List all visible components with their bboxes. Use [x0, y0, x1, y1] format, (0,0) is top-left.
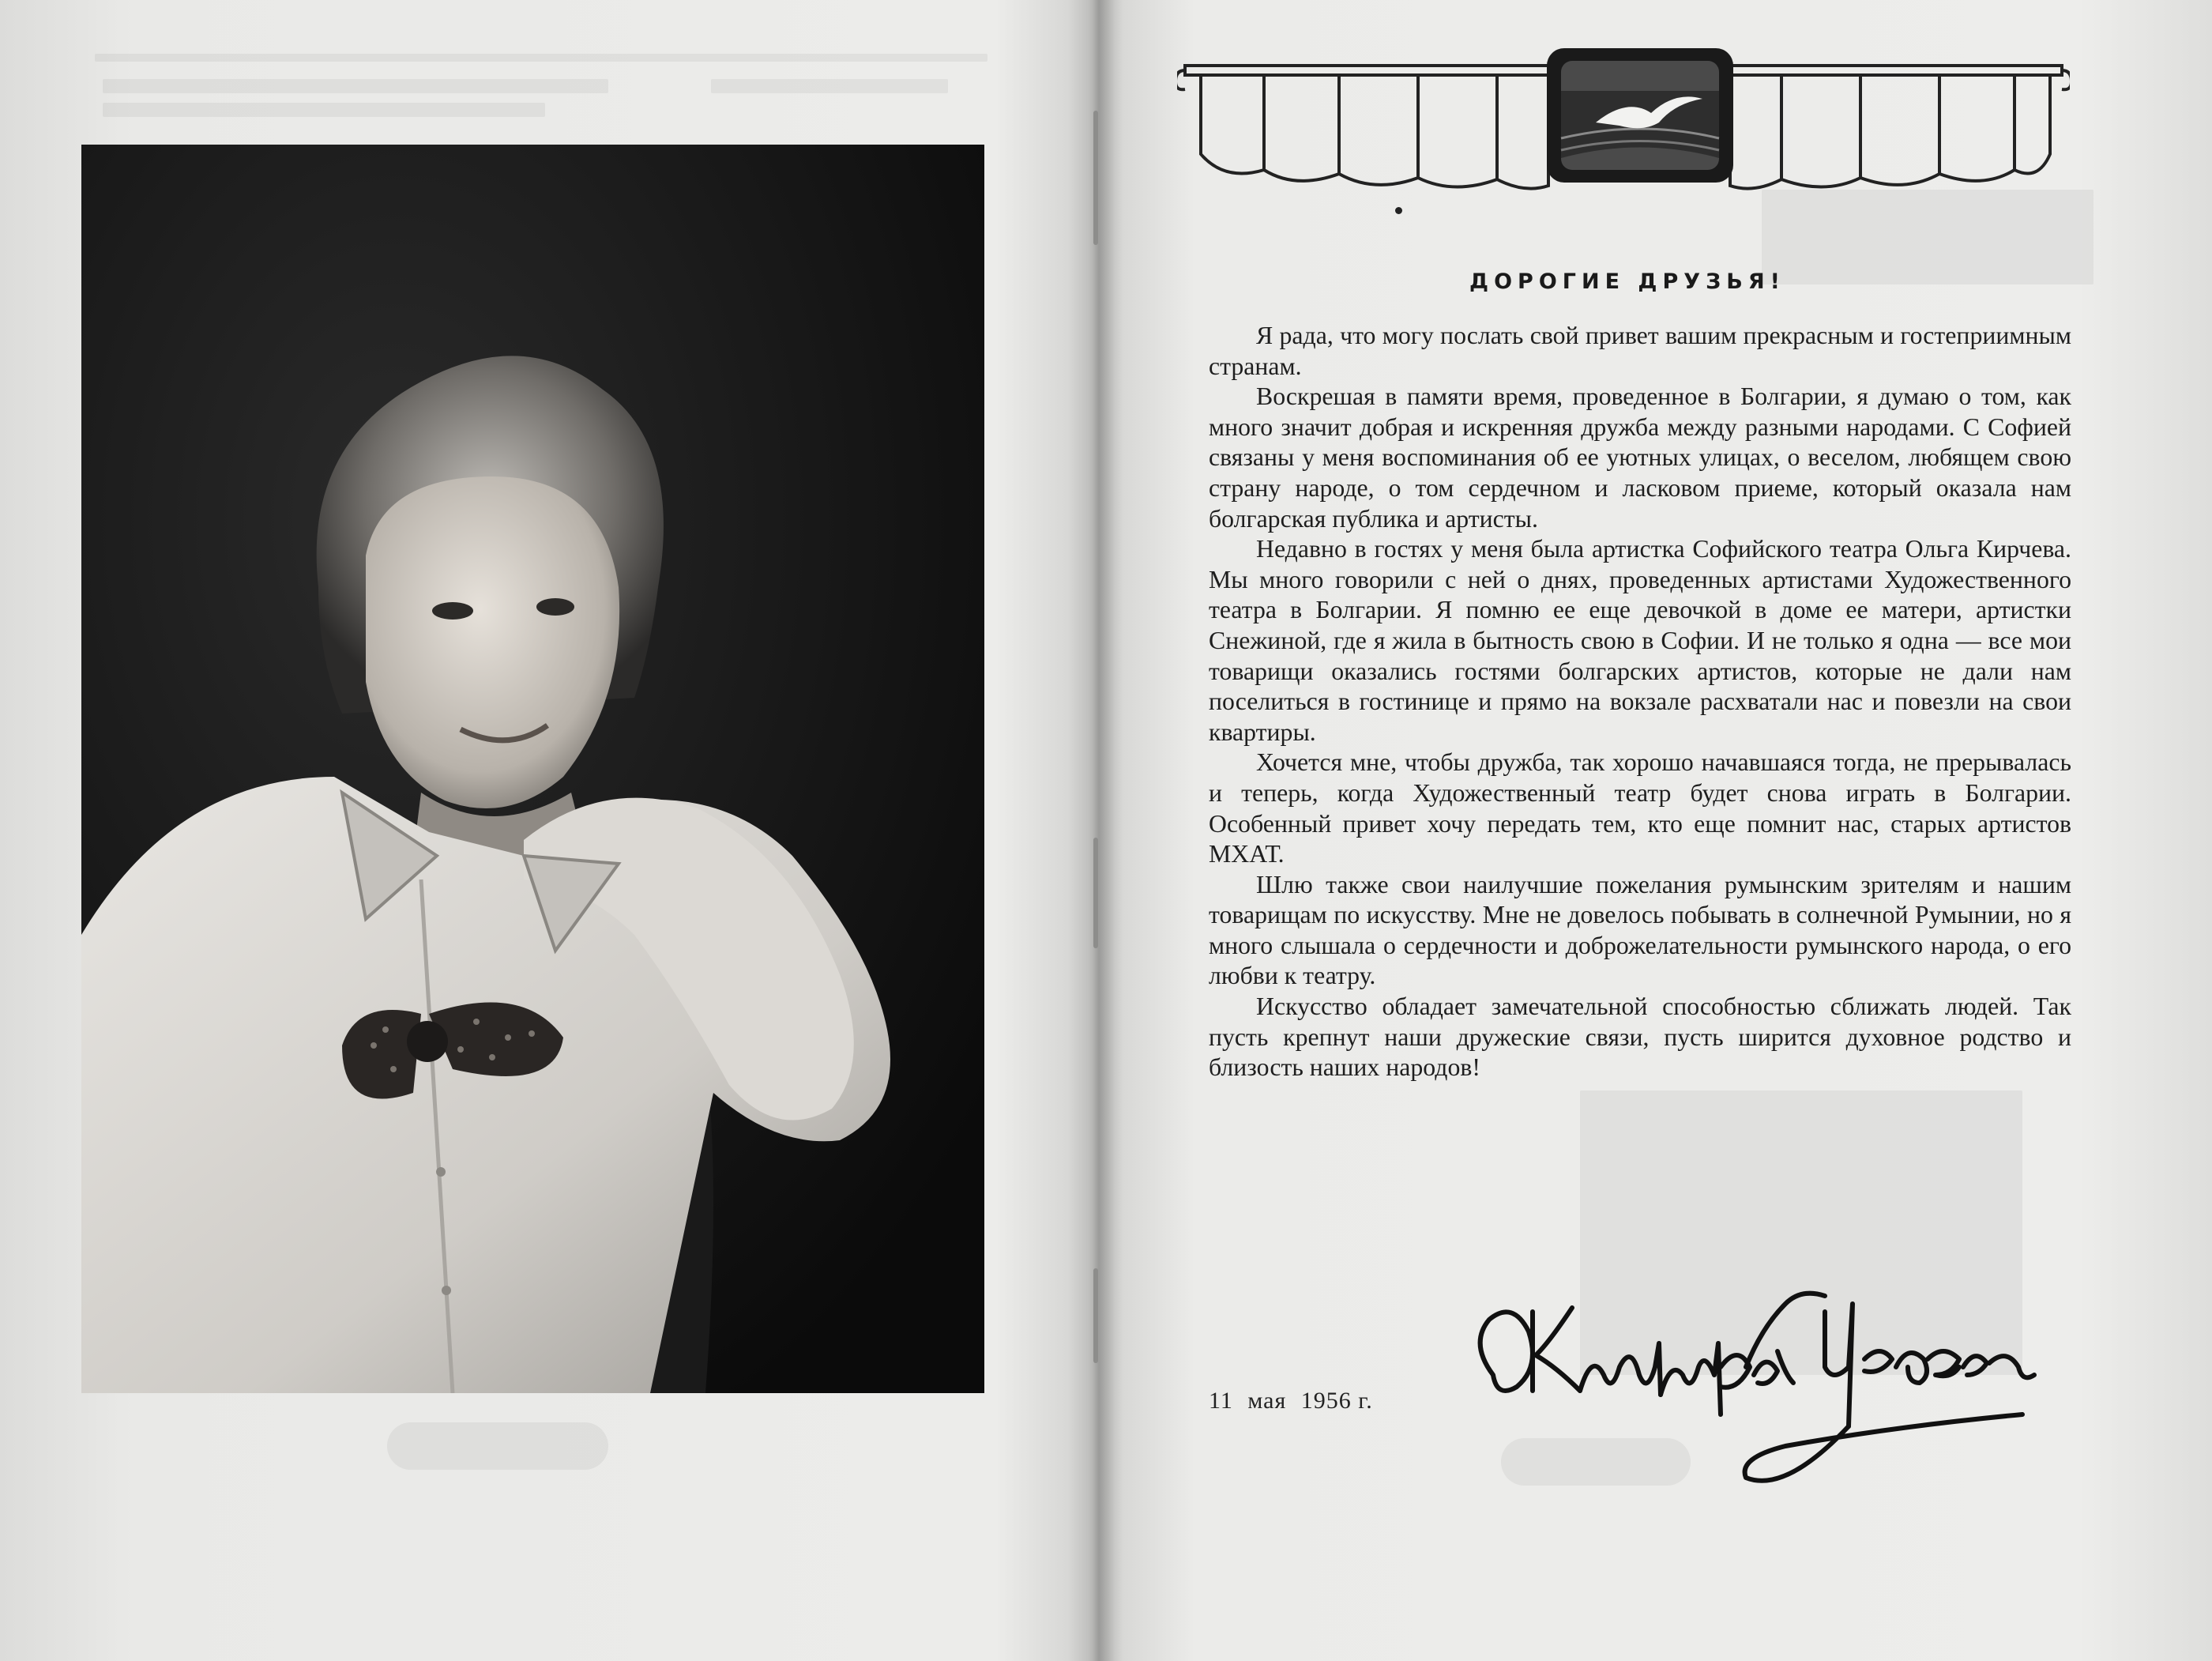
letter-paragraph: Искусство обладает замечательной способностью сближать людей. Так пусть крепнут наши дружеские связи, пусть ширится духовное родство и близость наших народов!: [1209, 992, 2071, 1082]
header-ornament: [1177, 43, 2070, 194]
bleed-through: [103, 79, 608, 93]
ink-dot: [1395, 207, 1402, 214]
binding-stitch: [1093, 1268, 1098, 1363]
handwritten-signature: [1454, 1256, 2054, 1493]
letter-title: ДОРОГИЕ ДРУЗЬЯ!: [1469, 269, 1785, 295]
date-month: мая: [1247, 1388, 1287, 1414]
letter-paragraph: Хочется мне, чтобы дружба, так хорошо начавшаяся тогда, не прерывалась и теперь, когда Художественный театр будет снова играть в Болгарии. Особенный привет хочу передать тем, кто еще помнит нас, старых артистов МХАТ.: [1209, 748, 2071, 868]
letter-paragraph: Шлю также свои наилучшие пожелания румынским зрителям и нашим товарищам по искусству. Мне не довелось побывать в солнечной Румынии, но я много слышала о сердечности и доброжелательности румынского народа, о его любви к театру.: [1209, 870, 2071, 990]
binding-stitch: [1093, 838, 1098, 948]
letter-date: [1209, 1388, 1373, 1414]
date-year: 1956 г.: [1300, 1388, 1373, 1414]
bleed-through: [711, 79, 948, 93]
letter-paragraph: Я рада, что могу послать свой привет вашим прекрасным и гостеприимным странам.: [1209, 322, 2071, 380]
bleed-through: [95, 54, 988, 62]
portrait-photo: [81, 145, 984, 1393]
letter-paragraph: Воскрешая в памяти время, проведенное в Болгарии, я думаю о том, как много значит добрая и искренняя дружба между разными народами. С Софией связаны у меня воспоминания об ее уютных улицах, о веселом, любящем свою страну народе, о том сердечном и ласковом приеме, который оказала нам болгарская публика и артисты.: [1209, 382, 2071, 533]
letter-paragraph: Недавно в гостях у меня была артистка Софийского театра Ольга Кирчева. Мы много говорили с ней о днях, проведенных артистами Художественного театра в Болгарии. Я помню ее еще девочкой в доме ее матери, артистки Снежиной, где я жила в бытность свою в Софии. И не только я одна — все мои товарищи оказались гостями болгарских артистов, которые не дали нам поселиться в гостинице и прямо на вокзале расхватали нас и повезли на свои квартиры.: [1209, 535, 2071, 746]
bleed-through: [387, 1422, 608, 1470]
date-day: 11: [1209, 1388, 1233, 1414]
bleed-through: [103, 103, 545, 117]
letter-body: [1209, 321, 2071, 1083]
binding-stitch: [1093, 111, 1098, 245]
seagull-emblem-icon: [1547, 48, 1733, 183]
gutter-shadow: [1068, 0, 1123, 1661]
